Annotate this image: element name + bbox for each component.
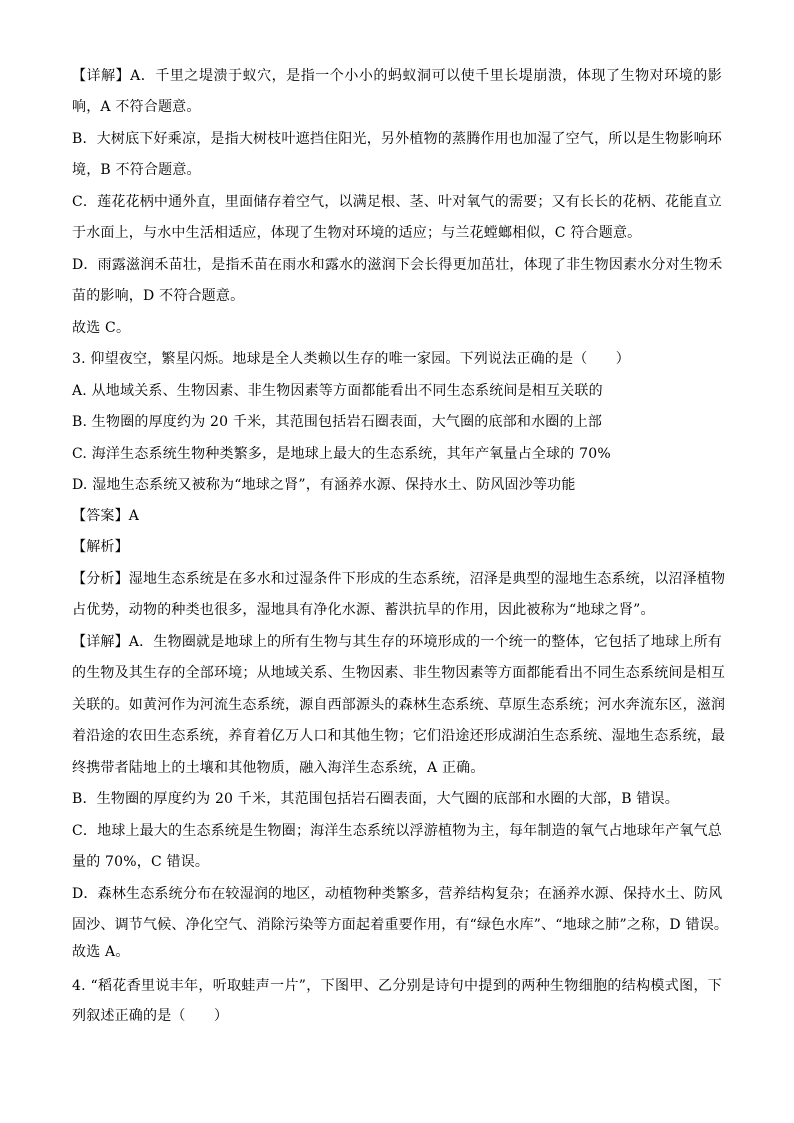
option-a: A. 从地域关系、生物因素、非生物因素等方面都能看出不同生态系统间是相互关联的: [72, 383, 603, 399]
text-line: D．森林生态系统分布在较湿润的地区，动植物种类繁多，营养结构复杂；在涵养水源、保持水土、防风: [72, 886, 723, 902]
option-b: B. 生物圈的厚度约为 20 千米，其范围包括岩石圈表面，大气圈的底部和水圈的上部: [72, 414, 603, 430]
text-line: 占优势，动物的种类也很多，湿地具有净化水源、蓄洪抗旱的作用，因此被称为“地球之肾”。: [72, 602, 655, 618]
text-line: 境，B 不符合题意。: [72, 162, 201, 178]
text-line: 终携带者陆地上的土壤和其他物质，融入海洋生态系统，A 正确。: [72, 760, 485, 776]
option-c: C. 海洋生态系统生物种类繁多，是地球上最大的生态系统，其年产氧量占全球的 70%: [72, 446, 611, 462]
text-line: 固沙、调节气候、净化空气、消除污染等方面起着重要作用，有“绿色水库”、“地球之肺”之称，D 错误。: [72, 917, 729, 933]
text-line: 故选 C。: [72, 320, 131, 336]
text-line: B．生物圈的厚度约为 20 千米，其范围包括岩石圈表面，大气圈的底部和水圈的大部，B 错误。: [72, 791, 679, 807]
text-line: 【详解】A．千里之堤溃于蚁穴，是指一个小小的蚂蚁洞可以使千里长堤崩溃，体现了生物对环境的影: [72, 68, 722, 84]
text-line: B．大树底下好乘凉，是指大树枝叶遮挡住阳光，另外植物的蒸腾作用也加湿了空气，所以是生物影响环: [72, 131, 722, 147]
answer-label: 【答案】A: [72, 508, 140, 524]
text-line: 苗的影响，D 不符合题意。: [72, 288, 245, 304]
analysis-label: 【解析】: [72, 539, 129, 555]
text-line: 于水面上，与水中生活相适应，体现了生物对环境的适应；与兰花螳螂相似，C 符合题意。: [72, 225, 642, 241]
text-line: C．地球上最大的生态系统是生物圈；海洋生态系统以浮游植物为主，每年制造的氧气占地球年产氧气总: [72, 823, 722, 839]
text-line: 故选 A。: [72, 944, 130, 960]
question-4-stem-cont: 列叙述正确的是（ ）: [72, 1008, 229, 1024]
question-4-stem: 4. “稻花香里说丰年，听取蛙声一片”，下图甲、乙分别是诗句中提到的两种生物细胞的结构模式图，下: [72, 978, 722, 994]
text-line: 【详解】A．生物圈就是地球上的所有生物与其生存的环境形成的一个统一的整体，它包括了地球上所有: [72, 634, 722, 650]
text-line: 着沿途的农田生态系统，养育着亿万人口和其他生物；它们沿途还形成湖泊生态系统、湿地生态系统，最: [72, 728, 726, 744]
text-line: 【分析】湿地生态系统是在多水和过湿条件下形成的生态系统，沼泽是典型的湿地生态系统，以沼泽植物: [72, 571, 726, 587]
option-d: D. 湿地生态系统又被称为“地球之肾”，有涵养水源、保持水土、防风固沙等功能: [72, 477, 576, 493]
text-line: 量的 70%，C 错误。: [72, 854, 210, 870]
text-line: D．雨露滋润禾苗壮，是指禾苗在雨水和露水的滋润下会长得更加茁壮，体现了非生物因素水分对生物禾: [72, 257, 723, 273]
text-line: 关联的。如黄河作为河流生态系统，源自西部源头的森林生态系统、草原生态系统；河水奔流东区，滋润: [72, 697, 726, 713]
text-line: 响，A 不符合题意。: [72, 99, 201, 115]
text-line: C．莲花花柄中通外直，里面储存着空气，以满足根、茎、叶对氧气的需要；又有长长的花柄、花能直立: [72, 194, 722, 210]
question-3-stem: 3. 仰望夜空，繁星闪烁。地球是全人类赖以生存的唯一家园。下列说法正确的是（ ）: [72, 351, 631, 367]
text-line: 的生物及其生存的全部环境；从地域关系、生物因素、非生物因素等方面都能看出不同生态系统间是相互: [72, 665, 726, 681]
